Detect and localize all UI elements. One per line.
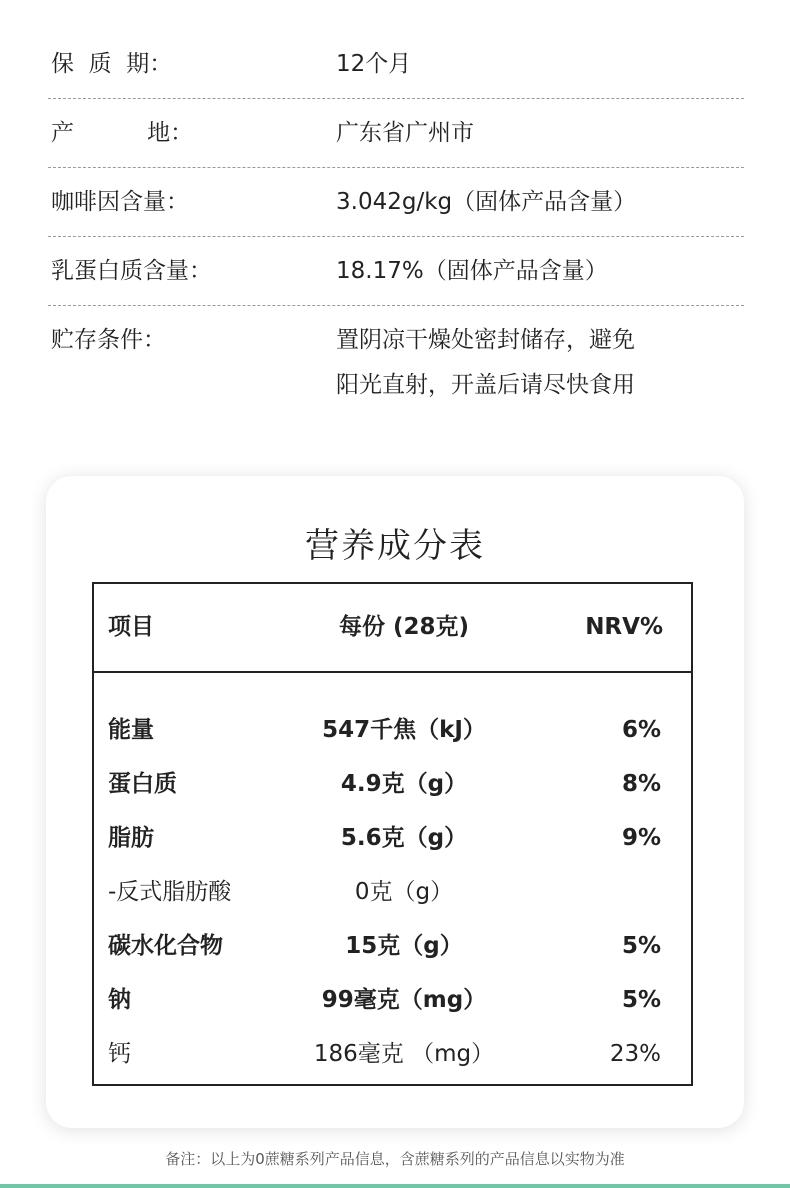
row-nrv: 23% — [609, 1041, 661, 1067]
header-per-serving: 每份 (28克) — [338, 614, 470, 640]
nutrition-table-header — [94, 584, 691, 673]
table-row — [94, 865, 691, 919]
spec-row-protein — [48, 237, 744, 306]
spec-label: 保 质 期： — [51, 51, 173, 77]
spec-row-storage — [48, 306, 744, 408]
row-amount: 4.9克（g） — [340, 771, 468, 797]
spec-row-caffeine — [48, 168, 744, 237]
spec-label: 咖啡因含量： — [51, 189, 189, 215]
row-amount: 5.6克（g） — [340, 825, 468, 851]
row-amount: 186毫克 （mg） — [313, 1041, 495, 1067]
row-amount: 15克（g） — [345, 933, 463, 959]
nutrition-title: 营养成分表 — [305, 526, 485, 566]
spec-value: 3.042g/kg（固体产品含量） — [336, 189, 637, 215]
table-row — [94, 703, 691, 757]
spec-label: 产 地： — [51, 120, 194, 146]
row-amount: 99毫克（mg） — [321, 987, 487, 1013]
table-row — [94, 1027, 691, 1081]
footnote: 备注：以上为0蔗糖系列产品信息，含蔗糖系列的产品信息以实物为准 — [165, 1150, 625, 1168]
nutrition-table — [92, 582, 693, 1086]
spec-value-line2: 阳光直射，开盖后请尽快食用 — [336, 372, 635, 398]
spec-value-line1: 置阴凉干燥处密封储存，避免 — [336, 327, 635, 353]
row-nrv: 5% — [621, 933, 661, 959]
product-spec-list — [48, 30, 744, 408]
spec-row-origin — [48, 99, 744, 168]
row-amount: 0克（g） — [354, 879, 454, 905]
header-item: 项目 — [108, 614, 154, 640]
row-item: -反式脂肪酸 — [108, 879, 232, 905]
table-row — [94, 757, 691, 811]
row-nrv: 9% — [621, 825, 661, 851]
table-row — [94, 919, 691, 973]
table-row — [94, 973, 691, 1027]
spec-value: 12个月 — [336, 51, 412, 77]
spec-label: 贮存条件： — [51, 327, 166, 353]
row-item: 钠 — [108, 987, 131, 1013]
spec-value: 18.17%（固体产品含量） — [336, 258, 608, 284]
spec-label: 乳蛋白质含量： — [51, 258, 212, 284]
row-nrv: 8% — [621, 771, 661, 797]
row-item: 碳水化合物 — [108, 933, 223, 959]
row-item: 能量 — [108, 717, 154, 743]
header-nrv: NRV% — [585, 614, 663, 640]
row-nrv: 6% — [621, 717, 661, 743]
bottom-accent-line — [0, 1184, 790, 1188]
row-amount: 547千焦（kJ） — [322, 717, 486, 743]
row-item: 钙 — [108, 1041, 131, 1067]
spec-value: 广东省广州市 — [336, 120, 474, 146]
row-item: 蛋白质 — [108, 771, 177, 797]
row-item: 脂肪 — [108, 825, 154, 851]
nutrition-table-body — [94, 673, 691, 1081]
spec-row-shelf-life — [48, 30, 744, 99]
table-row — [94, 811, 691, 865]
row-nrv: 5% — [621, 987, 661, 1013]
